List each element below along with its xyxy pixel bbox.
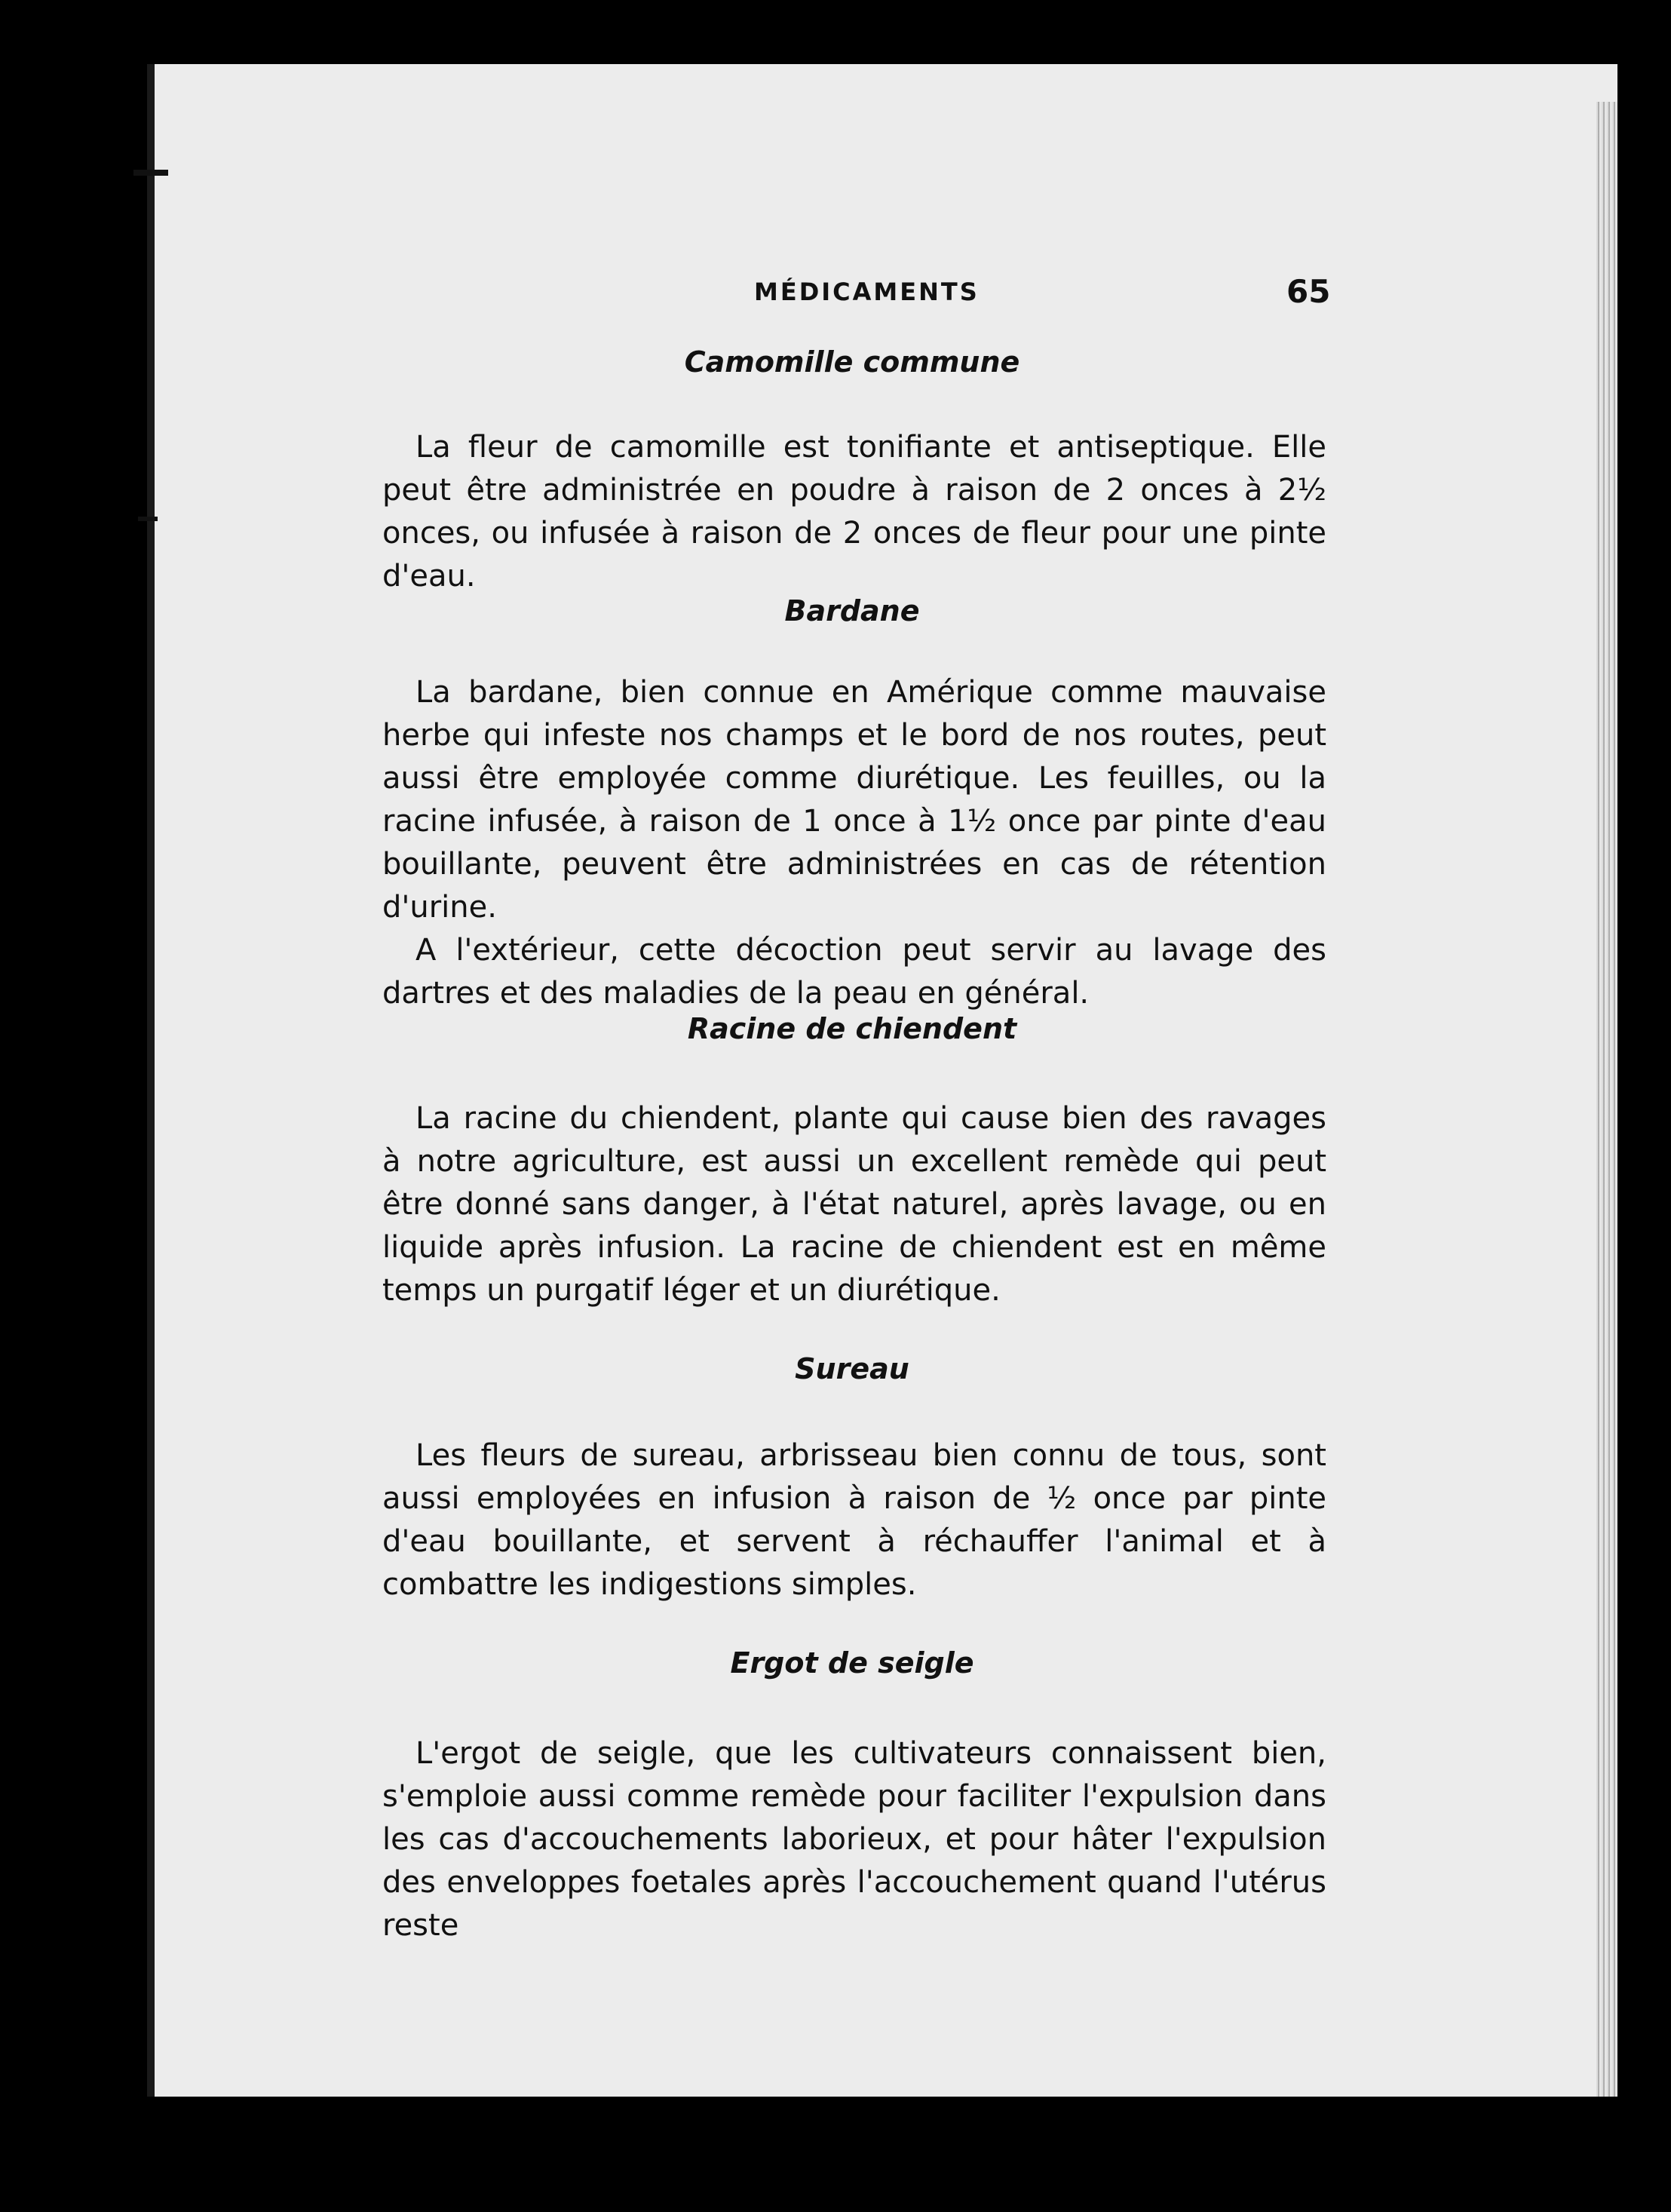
paragraph: La fleur de camomille est tonifiante et antiseptique. Elle peut être administrée en poudre à raison de 2 onces à 2½ onces, ou infusée à raison de 2 onces de fleur pour une pinte d'eau. [382, 430, 1326, 594]
section-heading-camomille: Camomille commune [684, 345, 1020, 379]
section-body-bardane [382, 671, 1326, 1015]
paragraph: L'ergot de seigle, que les cultivateurs connaissent bien, s'emploie aussi comme remède pour faciliter l'expulsion dans les cas d'accouchements laborieux, et pour hâter l'expulsion des enveloppes foetales après l'accouchement quand l'utérus reste [382, 1736, 1326, 1943]
section-body-sureau [382, 1434, 1326, 1606]
section-heading-sureau: Sureau [795, 1352, 909, 1385]
section-body-chiendent [382, 1097, 1326, 1312]
paragraph: La bardane, bien connue en Amérique comme mauvaise herbe qui infeste nos champs et le bord de nos routes, peut aussi être employée comme diurétique. Les feuilles, ou la racine infusée, à raison de 1 once à 1½ once par pinte d'eau bouillante, peuvent être administrées en cas de rétention d'urine. [382, 675, 1326, 925]
binding-mark [133, 170, 168, 176]
section-heading-chiendent: Racine de chiendent [687, 1012, 1017, 1045]
page-number: 65 [1286, 273, 1331, 310]
section-heading-bardane: Bardane [784, 594, 920, 627]
section-heading-ergot: Ergot de seigle [730, 1646, 974, 1680]
paragraph: A l'extérieur, cette décoction peut servir au lavage des dartres et des maladies de la peau en général. [382, 933, 1326, 1011]
paragraph: La racine du chiendent, plante qui cause bien des ravages à notre agriculture, est aussi un excellent remède qui peut être donné sans danger, à l'état naturel, après lavage, ou en liquide après infusion. La racine de chiendent est en même temps un purgatif léger et un diurétique. [382, 1101, 1326, 1308]
paragraph: Les fleurs de sureau, arbrisseau bien connu de tous, sont aussi employées en infusion à raison de ½ once par pinte d'eau bouillante, et servent à réchauffer l'animal et à combattre les indigestions simples. [382, 1438, 1326, 1602]
binding-mark [138, 517, 158, 521]
section-body-ergot [382, 1732, 1326, 1947]
section-body-camomille [382, 426, 1326, 598]
running-header-title: MÉDICAMENTS [754, 278, 980, 306]
